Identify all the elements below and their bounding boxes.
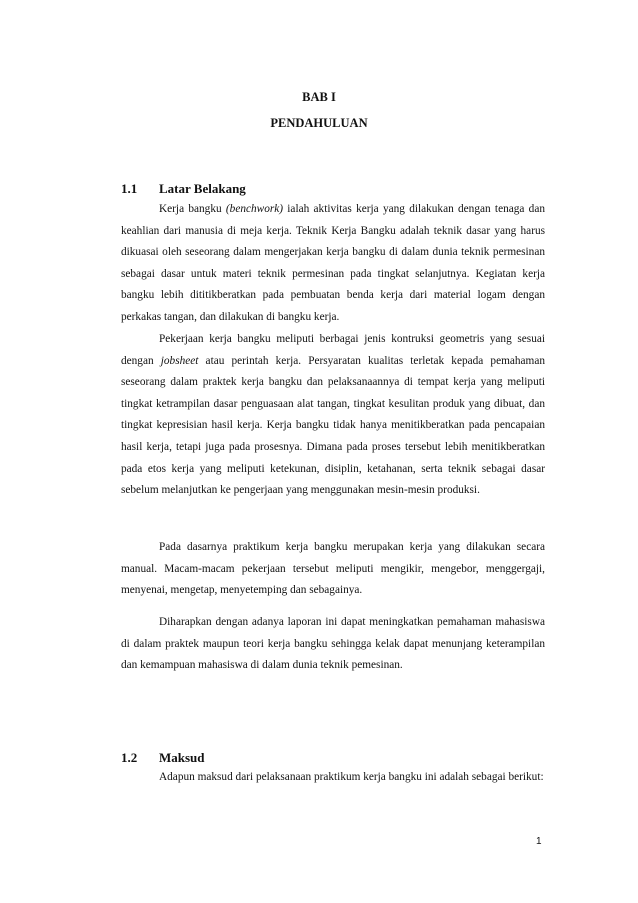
paragraph-text: Pekerjaan kerja bangku meliputi berbagai jenis kontruksi geometris yang sesuai dengan bbox=[121, 333, 545, 367]
paragraph: Adapun maksud dari pelaksanaan praktikum kerja bangku ini adalah sebagai berikut: bbox=[159, 771, 544, 783]
paragraph-text: ialah aktivitas kerja yang dilakukan dengan tenaga dan keahlian dari manusia di meja kerja. Teknik Kerja Bangku adalah teknik dasar yang harus dikuasai oleh seseorang dalam mengerjakan kerja bangku di dalam dunia teknik permesinan sebagai dasar untuk materi teknik permesinan pada tingkat selanjutnya. Kegiatan kerja bangku lebih dititikberatkan pada pembuatan benda kerja dari material logam dengan perkakas tangan, dan dilakukan di bangku kerja. bbox=[121, 203, 545, 323]
section-title: Maksud bbox=[159, 750, 205, 765]
italic-term: (benchwork) bbox=[225, 203, 284, 215]
italic-term: jobsheet bbox=[160, 354, 199, 367]
paragraph: Pada dasarnya praktikum kerja bangku merupakan kerja yang dilakukan secara manual. Macam-macam pekerjaan tersebut meliputi mengikir, mengebor, menggergaji, menyenai, mengetap, menyetemping dan sebagainya. bbox=[121, 541, 545, 597]
section-title: Latar Belakang bbox=[159, 181, 246, 196]
chapter-label: BAB I bbox=[302, 90, 336, 104]
chapter-title: PENDAHULUAN bbox=[270, 116, 368, 130]
paragraph bbox=[121, 199, 545, 329]
page-number: 1 bbox=[536, 836, 542, 847]
paragraph-text: atau perintah kerja. Persyaratan kualitas terletak kepada pemahaman seseorang dalam praktek kerja bangku dan pelaksanaannya di tempat kerja yang meliputi tingkat ketrampilan dasar penguasaan alat tangan, tingkat kesulitan produk yang dibuat, dan tingkat kepresisian hasil kerja. Kerja bangku tidak hanya menitikberatkan pada pencapaian hasil kerja, tetapi juga pada prosesnya. Dimana pada proses tersebut lebih menitikberatkan pada etos kerja yang meliputi ketekunan, disiplin, ketahanan, serta teknik sebagai dasar sebelum melanjutkan ke pengerjaan yang menggunakan mesin-mesin produksi. bbox=[121, 354, 545, 497]
section-number: 1.1 bbox=[121, 181, 138, 196]
paragraph: Diharapkan dengan adanya laporan ini dapat meningkatkan pemahaman mahasiswa di dalam praktek maupun teori kerja bangku sehingga kelak dapat menunjang keterampilan dan kemampuan mahasiswa di dalam dunia teknik pemesinan. bbox=[121, 616, 545, 672]
paragraph bbox=[121, 329, 545, 502]
paragraph-text: Kerja bangku bbox=[159, 203, 226, 215]
section-number: 1.2 bbox=[121, 750, 138, 765]
